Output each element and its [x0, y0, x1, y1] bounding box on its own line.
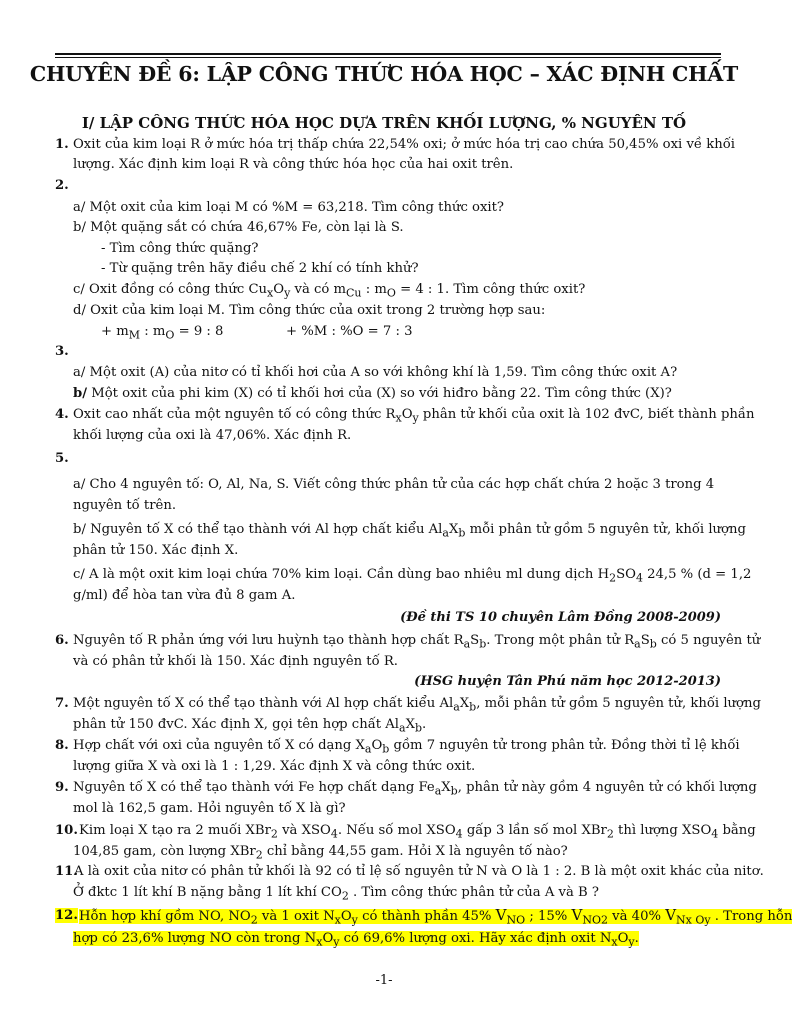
- question-text: Hợp chất với oxi của nguyên tố X có dạng $X_aO_b$ gồm 7 nguyên tử trong phân tử. Đồng thời tỉ lệ khối: [73, 738, 740, 756]
- question-text: Nguyên tố R phản ứng với lưu huỳnh tạo thành hợp chất $R_aS_b$. Trong một phân tử $R_aS_b$ có 5 nguyên tử: [73, 633, 761, 651]
- source-note: (HSG huyện Tân Phú năm học 2012-2013): [414, 674, 721, 689]
- question-text: Nguyên tố X có thể tạo thành với Fe hợp chất dạng $Fe_aX_b$, phân tử này gồm 4 nguyên tử có khối lượng: [73, 780, 757, 798]
- question-part: c/ A là một oxit kim loại chứa 70% kim loại. Cần dùng bao nhiêu ml dung dịch $H_2SO_4$ 24,5 % (d = 1,2: [73, 567, 752, 585]
- question-part: a/ Một oxit (A) của nitơ có tỉ khối hơi của A so với không khí là 1,59. Tìm công thức oxit A?: [73, 365, 678, 380]
- question-text: Kim loại X tạo ra 2 muối XBr$_2$ và $XSO_4$. Nếu số mol $XSO_4$ gấp 3 lần số mol XBr$_2$ thì lượng $XSO_4$ bằng: [79, 823, 756, 841]
- question-number: 8.: [55, 738, 69, 753]
- question-subpart: + %M : %O = 7 : 3: [286, 324, 413, 339]
- question-text: mol là 162,5 gam. Hỏi nguyên tố X là gì?: [73, 801, 346, 816]
- question-text: Oxit của kim loại R ở mức hóa trị thấp chứa 22,54% oxi; ở mức hóa trị cao chứa 50,45% oxi về khối: [73, 137, 735, 152]
- question-part: a/ Cho 4 nguyên tố: O, Al, Na, S. Viết công thức phân tử của các hợp chất chứa 2 hoặc 3 trong 4: [73, 477, 715, 492]
- question-number: 1.: [55, 137, 69, 152]
- question-part: nguyên tố trên.: [73, 498, 177, 513]
- question-part: c/ Oxit đồng có công thức $Cu_xO_y$ và có $m_{Cu}$ : $m_O = 4$ : 1. Tìm công thức oxit?: [73, 282, 586, 300]
- question-text-highlighted: hợp có 23,6% lượng NO còn trong $N_xO_y$ có 69,6% lượng oxi. Hãy xác định oxit $N_xO_y$.: [73, 931, 639, 949]
- question-part: b/ Nguyên tố X có thể tạo thành với Al hợp chất kiểu $Al_aX_b$ mỗi phân tử gồm 5 nguyên tử, khối lượng: [73, 522, 746, 540]
- question-part: g/ml) để hòa tan vừa đủ 8 gam A.: [73, 588, 296, 603]
- section-heading: I/ LẬP CÔNG THỨC HÓA HỌC DỰA TRÊN KHỐI LƯỢNG, % NGUYÊN TỐ: [81, 114, 687, 132]
- question-text: Oxit cao nhất của một nguyên tố có công thức $R_xO_y$ phân tử khối của oxit là 102 đvC, biết thành phần: [73, 407, 755, 425]
- question-text: A là oxit của nitơ có phân tử khối là 92 có tỉ lệ số nguyên tử N và O là 1 : 2. B là một oxit khác của nitơ.: [74, 864, 764, 879]
- question-subpart: - Từ quặng trên hãy điều chế 2 khí có tính khử?: [101, 261, 419, 276]
- source-note: (Đề thi TS 10 chuyên Lâm Đồng 2008-2009): [400, 610, 721, 625]
- question-number: 7.: [55, 696, 69, 711]
- question-subpart: - Tìm công thức quặng?: [101, 241, 259, 256]
- question-text: khối lượng của oxi là 47,06%. Xác định R.: [73, 428, 352, 443]
- question-part: b/ Một oxit của phi kim (X) có tỉ khối hơi của (X) so với hiđro bằng 22. Tìm công thức (X)?: [73, 386, 672, 401]
- question-number: 5.: [55, 451, 69, 466]
- document-title: CHUYÊN ĐỀ 6: LẬP CÔNG THỨC HÓA HỌC – XÁC ĐỊNH CHẤT: [29, 62, 739, 86]
- question-part: d/ Oxit của kim loại M. Tìm công thức của oxit trong 2 trường hợp sau:: [73, 303, 546, 318]
- question-part: a/ Một oxit của kim loại M có %M = 63,218. Tìm công thức oxit?: [73, 200, 504, 215]
- question-text: lượng giữa X và oxi là 1 : 1,29. Xác định X và công thức oxit.: [73, 759, 476, 774]
- question-text: phân tử 150 đvC. Xác định X, gọi tên hợp chất $Al_aX_b$.: [73, 717, 427, 735]
- question-number: 9.: [55, 780, 69, 795]
- question-subpart: + $m_M$ : $m_O = 9$ : 8: [101, 324, 224, 342]
- question-text: 104,85 gam, còn lượng XBr$_2$ chỉ bằng 44,55 gam. Hỏi X là nguyên tố nào?: [73, 844, 568, 862]
- question-number: 2.: [55, 178, 69, 193]
- question-text: Một nguyên tố X có thể tạo thành với Al hợp chất kiểu $Al_aX_b$, mỗi phân tử gồm 5 nguyên tử, khối lượng: [73, 696, 761, 714]
- header-rule-thin: [55, 57, 721, 58]
- question-text: và có phân tử khối là 150. Xác định nguyên tố R.: [73, 654, 398, 669]
- question-number: 12.: [55, 908, 78, 923]
- question-number: 11.: [55, 864, 78, 879]
- question-number: 4.: [55, 407, 69, 422]
- question-number: 10.: [55, 823, 78, 838]
- question-text: lượng. Xác định kim loại R và công thức hóa học của hai oxit trên.: [73, 157, 514, 172]
- question-part: b/ Một quặng sắt có chứa 46,67% Fe, còn lại là S.: [73, 220, 404, 235]
- question-text-highlighted: Hỗn hợp khí gồm NO, $NO_2$ và 1 oxit $N_xO_y$ có thành phần 45% $V_{NO}$ ; 15% $V_{NO2}$ và 40% $V_{Nx Oy}$ . Trong hỗn: [79, 906, 792, 927]
- question-part: phân tử 150. Xác định X.: [73, 543, 239, 558]
- question-number: 6.: [55, 633, 69, 648]
- question-text: Ở đktc 1 lít khí B nặng bằng 1 lít khí $CO_2$ . Tìm công thức phân tử của A và B ?: [73, 885, 600, 903]
- question-number: 3.: [55, 344, 69, 359]
- page-number: -1-: [375, 973, 393, 988]
- header-rule-thick: [55, 53, 721, 55]
